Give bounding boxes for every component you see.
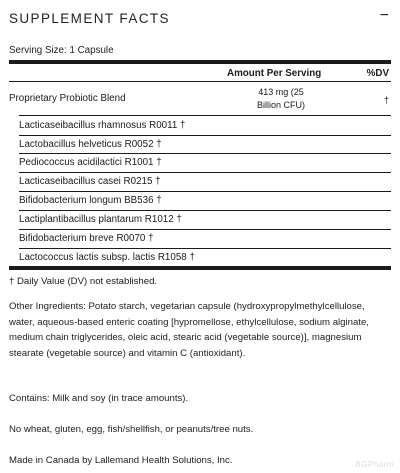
daily-value-footnote: † Daily Value (DV) not established. — [9, 276, 158, 287]
row-divider — [19, 172, 391, 173]
amount-per-serving-header: Amount Per Serving — [227, 68, 322, 79]
strain-row: Lacticaseibacillus rhamnosus R0011 † — [19, 120, 186, 131]
other-ingredients: Other Ingredients: Potato starch, vegetarian capsule (hydroxypropylmethylcellulose, water, aqueous-based enteric coating [hypromellose, ethylcellulose, sodium alginate, medium chain triglycerides, oleic acid, stearic acid (vegetable source)], magnesium stearate (vegetable source) and vitamin C (antioxidant). — [9, 301, 369, 359]
strain-row: Lactobacillus helveticus R0052 † — [19, 139, 162, 150]
blend-amount-line2: Billion CFU) — [256, 100, 305, 110]
blend-amount — [240, 86, 322, 112]
row-divider — [19, 135, 391, 136]
row-divider — [19, 210, 391, 211]
strain-row: Bifidobacterium breve R0070 † — [19, 233, 154, 244]
contains-statement: Contains: Milk and soy (in trace amounts). — [9, 393, 189, 404]
header-rule — [9, 81, 391, 82]
blend-dv: † — [383, 95, 389, 105]
watermark: BGPharm — [355, 460, 394, 469]
bottom-thick-rule — [9, 266, 391, 270]
top-thick-rule — [9, 60, 391, 64]
row-divider — [19, 153, 391, 154]
blend-amount-line1: 413 mg (25 — [258, 87, 304, 97]
supplement-facts-header[interactable] — [9, 0, 391, 40]
allergen-free-statement: No wheat, gluten, egg, fish/shellfish, or peanuts/tree nuts. — [9, 424, 254, 435]
strain-row: Lacticaseibacillus casei R0215 † — [19, 176, 161, 187]
panel-title: SUPPLEMENT FACTS — [9, 11, 170, 26]
collapse-minus-icon[interactable]: − — [379, 7, 389, 24]
row-divider — [19, 248, 391, 249]
strain-row: Bifidobacterium longum BB536 † — [19, 195, 162, 206]
blend-name: Proprietary Probiotic Blend — [9, 93, 126, 104]
row-divider — [19, 115, 391, 116]
manufacturer-statement: Made in Canada by Lallemand Health Solutions, Inc. — [9, 455, 233, 466]
daily-value-header: %DV — [366, 68, 389, 79]
strain-row: Lactiplantibacillus plantarum R1012 † — [19, 214, 182, 225]
strain-row: Lactococcus lactis subsp. lactis R1058 † — [19, 252, 195, 263]
row-divider — [19, 229, 391, 230]
row-divider — [19, 191, 391, 192]
serving-size: Serving Size: 1 Capsule — [9, 45, 114, 56]
strain-row: Pediococcus acidilactici R1001 † — [19, 157, 162, 168]
